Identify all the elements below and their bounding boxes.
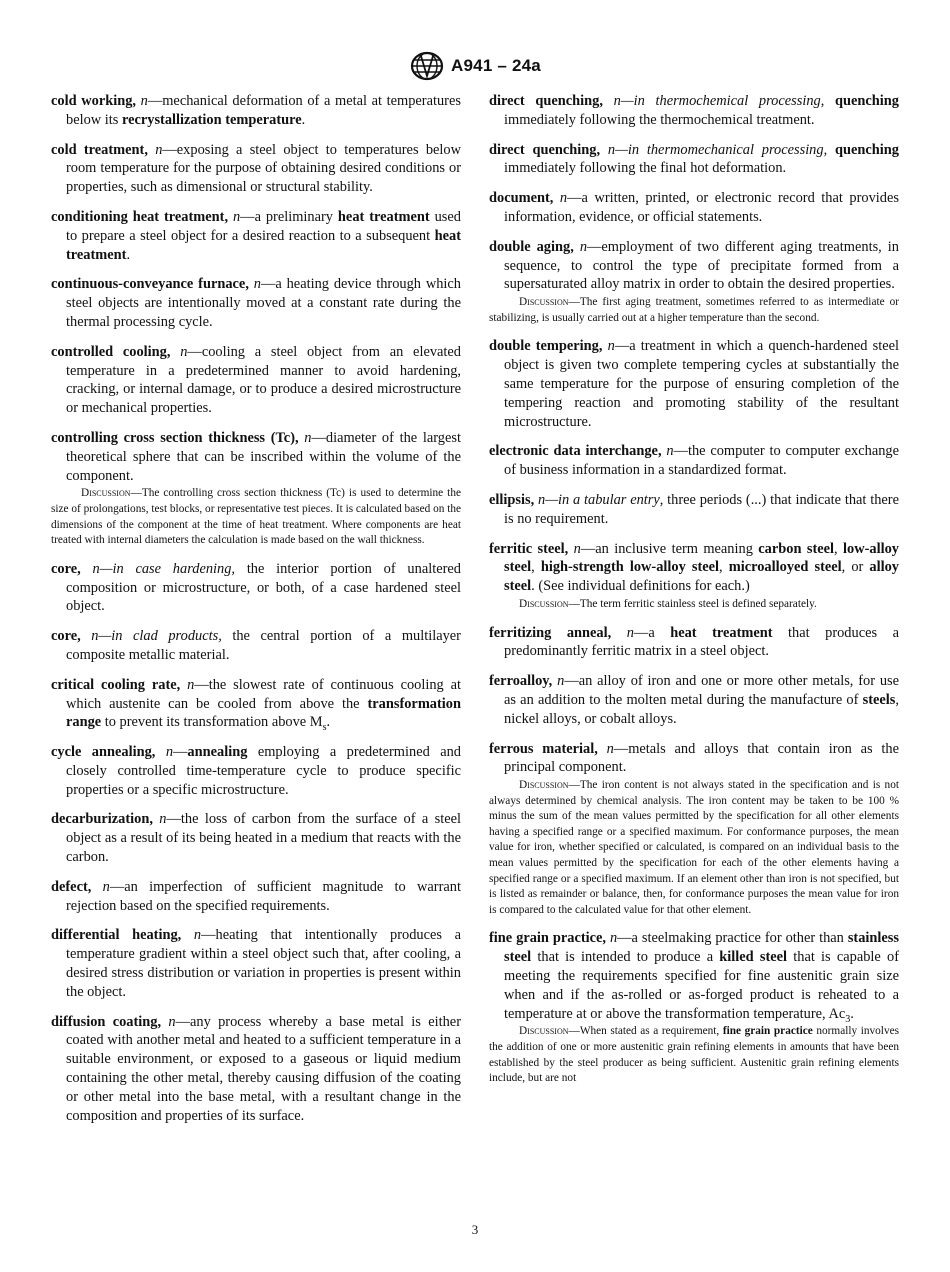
- definition-entry: electronic data interchange, n—the computer to computer exchange of business information in a standardized format.: [489, 443, 899, 479]
- definition-entry: direct quenching, n—in thermochemical processing, quenching immediately following the thermochemical treatment.: [489, 93, 899, 128]
- definition-entry: cold working, n—mechanical deformation of a metal at temperatures below its recrystallization temperature.: [51, 93, 461, 128]
- discussion-note: Discussion—The term ferritic stainless steel is defined separately.: [519, 597, 817, 610]
- definition-entry: core, n—in case hardening, the interior portion of unaltered composition or microstructure, or both, of a case hardened steel object.: [51, 560, 461, 615]
- discussion-note: Discussion—The first aging treatment, sometimes referred to as intermediate or stabilizing, is usually carried out at a higher temperature than the second.: [489, 296, 899, 324]
- astm-logo-icon: [409, 50, 445, 82]
- definition-entry: cycle annealing, n—annealing employing a predetermined and closely controlled time-temperature cycle to produce specific properties or a specific microstructure.: [51, 744, 461, 798]
- definition-entry: conditioning heat treatment, n—a preliminary heat treatment used to prepare a steel object for a desired reaction to a subsequent heat treatment.: [51, 208, 461, 263]
- discussion-note: Discussion—The iron content is not always stated in the specification and is not always determined by chemical analysis. The iron content may be taken to be 100 % minus the sum of the mean values permitted by the specification for all other elements having a specified range or a specified maximum. For conformance purposes, the mean value for iron, whether specified or calculated, is compared on an individual basis to the mean values permitted by the specification for each of the other elements having a specified range or a specified maximum. If an element other than iron is not specified, but is listed as remainder or balance, then, for conformance purposes the mean value for iron is compared to the calculated value for that other element.: [489, 779, 899, 916]
- definition-entry: continuous-conveyance furnace, n—a heating device through which steel objects are intentionally moved at a constant rate during the thermal processing cycle.: [51, 276, 461, 330]
- definition-entry: document, n—a written, printed, or electronic record that provides information, evidence, or official statements.: [489, 190, 899, 225]
- definition-entry: double aging, n—employment of two different aging treatments, in sequence, to control the type of precipitate formed from a supersaturated alloy matrix in order to obtain the desired properties.: [489, 238, 899, 293]
- definition-entry: defect, n—an imperfection of sufficient magnitude to warrant rejection based on the specified requirements.: [51, 878, 461, 914]
- definition-entry: fine grain practice, n—a steelmaking practice for other than stainless steel that is intended to produce a killed steel that is capable of meeting the requirements specified for fine austenitic grain size when and if the as-rolled or as-forged product is reheated to a temperature at or above the transformation temperature, $Ac_3$.: [489, 930, 899, 1025]
- discussion-note: Discussion—The controlling cross section thickness (Tc) is used to determine the size of prolongations, test blocks, or representative test pieces. It is calculated based on the dimensions of the component at the time of heat treatment. Where components are heat treated with internal diameters the calculation is made based on the wall thickness.: [51, 487, 462, 547]
- definition-entry: core, n—in clad products, the central portion of a multilayer composite metallic material.: [51, 628, 461, 663]
- definition-entry: decarburization, n—the loss of carbon from the surface of a steel object as a result of its being heated in a medium that reacts with the carbon.: [51, 811, 461, 866]
- definition-entry: critical cooling rate, n—the slowest rate of continuous cooling at which austenite can be cooled from above the transformation range to prevent its transformation above $M_s$.: [51, 676, 461, 734]
- left-column: [51, 92, 461, 1136]
- definition-entry: direct quenching, n—in thermomechanical processing, quenching immediately following the final hot deformation.: [489, 141, 899, 177]
- definition-entry: controlled cooling, n—cooling a steel object from an elevated temperature in a predetermined manner to avoid hardening, cracking, or internal damage, or to produce a desired microstructure or mechanical properties.: [51, 343, 461, 417]
- definition-entry: ferritizing anneal, n—a heat treatment that produces a predominantly ferritic matrix in a steel object.: [489, 624, 899, 660]
- discussion-note: Discussion—When stated as a requirement, fine grain practice normally involves the addition of one or more austenitic grain refining elements in amounts that have been established by the steel producer as being sufficient. Austenitic grain refining elements include, but are not: [489, 1025, 900, 1085]
- definition-entry: controlling cross section thickness (Tc), n—diameter of the largest theoretical sphere that can be inscribed within the volume of the component.: [51, 429, 461, 484]
- definition-entry: ellipsis, n—in a tabular entry, three periods (...) that indicate that there is no requirement.: [489, 491, 899, 527]
- right-column: [489, 92, 899, 1098]
- definition-entry: ferroalloy, n—an alloy of iron and one or more other metals, for use as an addition to the molten metal during the manufacture of steels, nickel alloys, or cobalt alloys.: [489, 673, 899, 727]
- definition-entry: cold treatment, n—exposing a steel object to temperatures below room temperature for the purpose of obtaining desired conditions or properties, such as dimensional or structural stability.: [51, 141, 461, 196]
- definition-entry: ferritic steel, n—an inclusive term meaning carbon steel, low-alloy steel, high-strength low-alloy steel, microalloyed steel, or alloy steel. (See individual definitions for each.): [489, 540, 899, 595]
- definition-entry: ferrous material, n—metals and alloys that contain iron as the principal component.: [489, 740, 899, 776]
- page-header: [0, 50, 950, 82]
- definition-entry: double tempering, n—a treatment in which a quench-hardened steel object is given two complete tempering cycles at substantially the same temperature for the purpose of ensuring completion of the tempering reaction and promoting stability of the resultant microstructure.: [489, 338, 899, 430]
- definition-entry: diffusion coating, n—any process whereby a base metal is either coated with another metal and heated to a sufficient temperature in a suitable environment, or exposed to a gaseous or liquid medium containing the other metal, thereby causing diffusion of the coating or other metal into the base metal, with a resultant change in the composition and properties of its surface.: [51, 1013, 461, 1124]
- definition-entry: differential heating, n—heating that intentionally produces a temperature gradient within a steel object such that, after cooling, a desired stress distribution or variation in properties is present within the object.: [51, 927, 461, 1000]
- document-designation: A941 – 24a: [451, 56, 541, 75]
- page-number: 3: [471, 1222, 479, 1237]
